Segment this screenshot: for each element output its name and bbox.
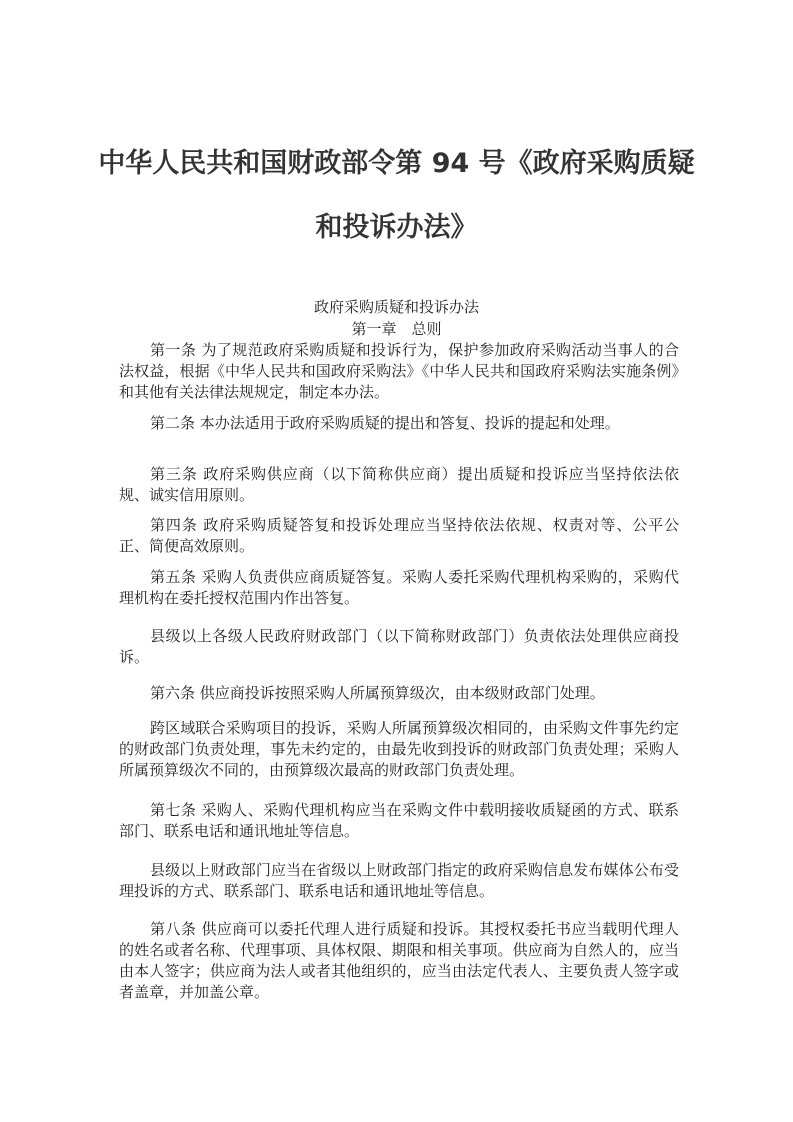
article-2: 第二条 本办法适用于政府采购质疑的提出和答复、投诉的提起和处理。 (150, 414, 620, 432)
article-5: 第五条 采购人负责供应商质疑答复。采购人委托采购代理机构采购的，采购代理机构在委托授权范围内作出答复。 (119, 568, 679, 607)
subtitle: 政府采购质疑和投诉办法 (313, 298, 479, 316)
article-3: 第三条 政府采购供应商（以下简称供应商）提出质疑和投诉应当坚持依法依规、诚实信用原则。 (119, 465, 679, 504)
article-7: 第七条 采购人、采购代理机构应当在采购文件中载明接收质疑函的方式、联系部门、联系电话和通讯地址等信息。 (119, 801, 679, 840)
article-7-paragraph-2: 县级以上财政部门应当在省级以上财政部门指定的政府采购信息发布媒体公布受理投诉的方式、联系部门、联系电话和通讯地址等信息。 (119, 861, 679, 900)
article-6: 第六条 供应商投诉按照采购人所属预算级次，由本级财政部门处理。 (150, 684, 605, 702)
document-title-line-1: 中华人民共和国财政部令第 94 号《政府采购质疑 (98, 148, 695, 179)
document-title-line-2: 和投诉办法》 (315, 212, 478, 243)
article-1: 第一条 为了规范政府采购质疑和投诉行为，保护参加政府采购活动当事人的合法权益，根据《中华人民共和国政府采购法》《中华人民共和国政府采购法实施条例》和其他有关法律法规规定，制定本办法。 (119, 341, 679, 401)
chapter-heading: 第一章 总则 (351, 320, 442, 338)
article-8: 第八条 供应商可以委托代理人进行质疑和投诉。其授权委托书应当载明代理人的姓名或者名称、代理事项、具体权限、期限和相关事项。供应商为自然人的，应当由本人签字；供应商为法人或者其他组织的，应当由法定代表人、主要负责人签字或者盖章，并加盖公章。 (119, 920, 679, 1001)
article-5-paragraph-2: 县级以上各级人民政府财政部门（以下简称财政部门）负责依法处理供应商投诉。 (119, 627, 679, 666)
article-4: 第四条 政府采购质疑答复和投诉处理应当坚持依法依规、权责对等、公平公正、简便高效原则。 (119, 516, 679, 555)
article-6-paragraph-2: 跨区域联合采购项目的投诉，采购人所属预算级次相同的，由采购文件事先约定的财政部门负责处理，事先未约定的，由最先收到投诉的财政部门负责处理；采购人所属预算级次不同的，由预算级次最高的财政部门负责处理。 (119, 719, 679, 779)
